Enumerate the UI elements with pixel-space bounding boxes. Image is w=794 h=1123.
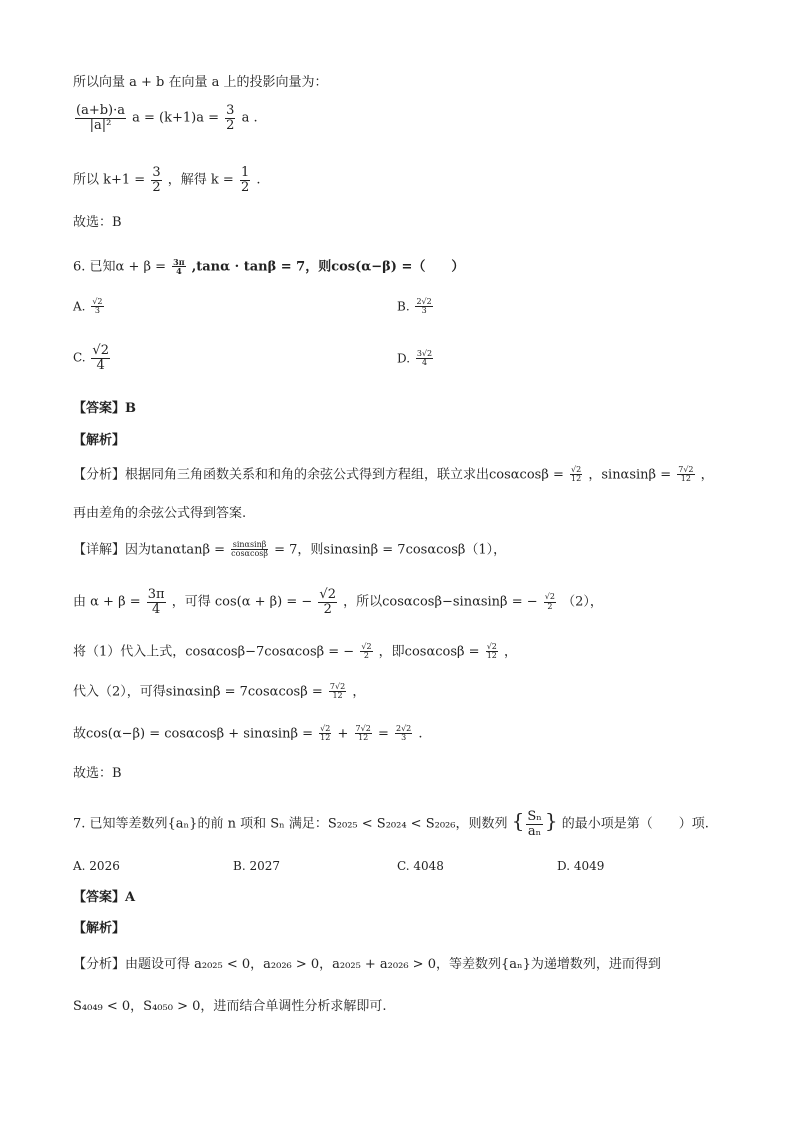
q7-option-c[interactable]: C. 4048 — [397, 859, 444, 873]
q6-analysis-heading: 【解析】 — [73, 433, 126, 448]
q6-option-c[interactable]: C. $\frac{√2}{4}$ — [73, 343, 109, 373]
proj-line1: 所以向量 a + b 在向量 a 上的投影向量为： — [73, 75, 328, 90]
q6-stem: 6. 已知α + β = $\frac{3\pi}{4}$ ,tanα · tanβ = 7，则cos(α−β) =（ ） — [73, 257, 465, 277]
q7-fenxi-1: 【分析】由题设可得 a₂₀₂₅ < 0，a₂₀₂₆ > 0，a₂₀₂₅ + a₂₀₂₆ > 0，等差数列{aₙ}为递增数列，进而得到 — [73, 957, 661, 972]
q6-fenxi-line2: 再由差角的余弦公式得到答案. — [73, 506, 247, 521]
q6-xiangjie-5: 故cos(α−β) = cosαcosβ + sinαsinβ = $\frac{√2}{12}$ + $\frac{7√2}{12}$ = $\frac{2√2}{3}$ . — [73, 724, 423, 743]
q7-answer: 【答案】A — [73, 890, 136, 905]
q6-option-b[interactable]: B. $\frac{2√2}{3}$ — [397, 297, 432, 316]
q7-fenxi-2: S₄₀₄₉ < 0，S₄₀₅₀ > 0，进而结合单调性分析求解即可. — [73, 999, 387, 1014]
q6-option-d[interactable]: D. $\frac{3√2}{4}$ — [397, 349, 433, 368]
proj-line3: 所以 k+1 = $\frac{3}{2}$ ，解得 k = $\frac{1}{2}$ . — [73, 165, 261, 195]
q7-option-b[interactable]: B. 2027 — [233, 859, 280, 873]
q7-option-a[interactable]: A. 2026 — [73, 859, 120, 873]
q6-xiangjie-1: 【详解】因为tanαtanβ = $\frac{\sin\alpha\sin\beta}{\cos\alpha\cos\beta}$ = 7，则sinαsinβ = 7cosαcosβ（1）， — [73, 540, 507, 559]
q6-xiangjie-3: 将（1）代入上式，cosαcosβ−7cosαcosβ = − $\frac{√2}{2}$ ，即cosαcosβ = $\frac{√2}{12}$ ， — [73, 642, 518, 661]
q6-xiangjie-4: 代入（2），可得sinαsinβ = 7cosαcosβ = $\frac{7√2}{12}$ ， — [73, 682, 366, 701]
proj-fraction: $\frac{(a+b)\cdot a}{\text{|a|²}}$ — [76, 103, 125, 133]
q7-stem: 7. 已知等差数列{aₙ}的前 n 项和 Sₙ 满足：S₂₀₂₅ < S₂₀₂₄ < S₂₀₂₆，则数列 { $\frac{\text{Sₙ}}{\text{aₙ}}$ } 的最小项是第（ ）项. — [73, 808, 709, 839]
q6-choice: 故选：B — [73, 766, 122, 781]
q6-xiangjie-2: 由 α + β = $\frac{3\pi}{4}$ ，可得 cos(α + β) = − $\frac{√2}{2}$ ，所以cosαcosβ−sinαsinβ = − $\frac{√2}{2}$ （2）， — [73, 587, 603, 617]
q7-option-d[interactable]: D. 4049 — [557, 859, 605, 873]
q6-answer: 【答案】B — [73, 401, 136, 416]
q7-analysis-heading: 【解析】 — [73, 921, 126, 936]
q6-fenxi: 【分析】根据同角三角函数关系和和角的余弦公式得到方程组，联立求出cosαcosβ = $\frac{√2}{12}$ ，sinαsinβ = $\frac{7√2}{12}$ ， — [73, 465, 714, 484]
proj-formula: $\frac{(a+b)\cdot a}{\text{|a|²}}$ a = (k+1)a = $\frac{3}{2}$ a . — [76, 103, 258, 133]
proj-choice: 故选：B — [73, 215, 122, 230]
q6-option-a[interactable]: A. $\frac{√2}{3}$ — [73, 297, 103, 316]
